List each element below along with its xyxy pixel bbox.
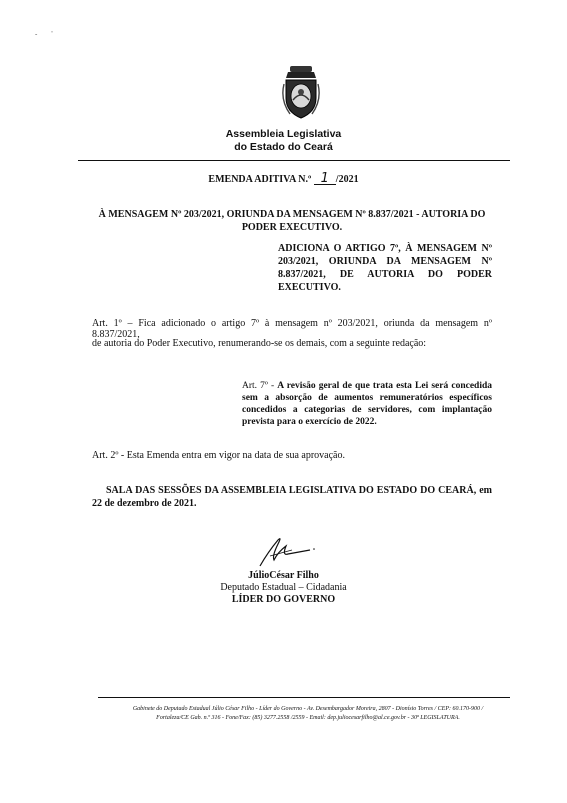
footer-line1: Gabinete do Deputado Estadual Júlio César Filho - Líder do Governo - Av. Desembargador Moreira, 2807 - Dionísio Torres / CEP: 60.170-900 / bbox=[132, 706, 484, 712]
footer-address bbox=[98, 705, 518, 723]
ementa-summary-line2: 203/2021, ORIUNDA DA MENSAGEM Nº bbox=[278, 256, 492, 267]
institution-name-line1: Assembleia Legislativa bbox=[225, 128, 342, 140]
footer-line2: Fortaleza/CE Gab. n.º 316 - Fone/Fax: (85) 3277.2558 /2559 - Email: dep.juliocesarfilho@al.ce.gov.br - 30ª LEGISLATURA. bbox=[156, 715, 460, 721]
signer-title: LÍDER DO GOVERNO bbox=[231, 594, 336, 605]
title-prefix: EMENDA ADITIVA N.º bbox=[208, 174, 312, 185]
closing-statement: SALA DAS SESSÕES DA ASSEMBLEIA LEGISLATIVA DO ESTADO DO CEARÁ, em 22 de dezembro de 2021. bbox=[92, 485, 492, 509]
ementa-summary-line4: EXECUTIVO. bbox=[278, 282, 341, 293]
handwritten-signature bbox=[248, 530, 328, 570]
scan-specks: - ' bbox=[35, 30, 53, 38]
ementa-summary-line3: 8.837/2021, DE AUTORIA DO PODER bbox=[278, 269, 492, 280]
ementa-main: À MENSAGEM Nº 203/2021, ORIUNDA DA MENSAGEM Nº 8.837/2021 - AUTORIA DO PODER EXECUTIVO. bbox=[98, 209, 486, 233]
signer-role: Deputado Estadual – Cidadania bbox=[220, 582, 347, 593]
amendment-number: 1 bbox=[314, 173, 336, 185]
ementa-summary bbox=[278, 242, 492, 294]
signer-name: JúlioCésar Filho bbox=[248, 570, 319, 581]
title-suffix: /2021 bbox=[335, 174, 359, 185]
header-divider bbox=[78, 160, 510, 161]
state-coat-of-arms-icon bbox=[280, 64, 322, 122]
article-1-line2: de autoria do Poder Executivo, renumerando-se os demais, com a seguinte redação: bbox=[92, 338, 427, 349]
footer-divider bbox=[98, 697, 510, 698]
institution-name-line2: do Estado do Ceará bbox=[234, 141, 333, 153]
article-2: Art. 2º - Esta Emenda entra em vigor na data de sua aprovação. bbox=[92, 450, 345, 461]
article-1-line1: Art. 1º – Fica adicionado o artigo 7º à mensagem nº 203/2021, oriunda da mensagem nº 8.837/2021, bbox=[92, 318, 492, 340]
ementa-summary-line1: ADICIONA O ARTIGO 7º, À MENSAGEM Nº bbox=[278, 243, 492, 254]
quoted-article-7 bbox=[242, 380, 492, 428]
quoted-article-label: Art. 7º - bbox=[242, 381, 275, 391]
quoted-article-text: A revisão geral de que trata esta Lei será concedida sem a absorção de aumentos remuneratórios específicos concedidos a categorias de servidores, com implantação prevista para o exercício de 2022. bbox=[242, 381, 493, 427]
document-title bbox=[0, 173, 567, 185]
